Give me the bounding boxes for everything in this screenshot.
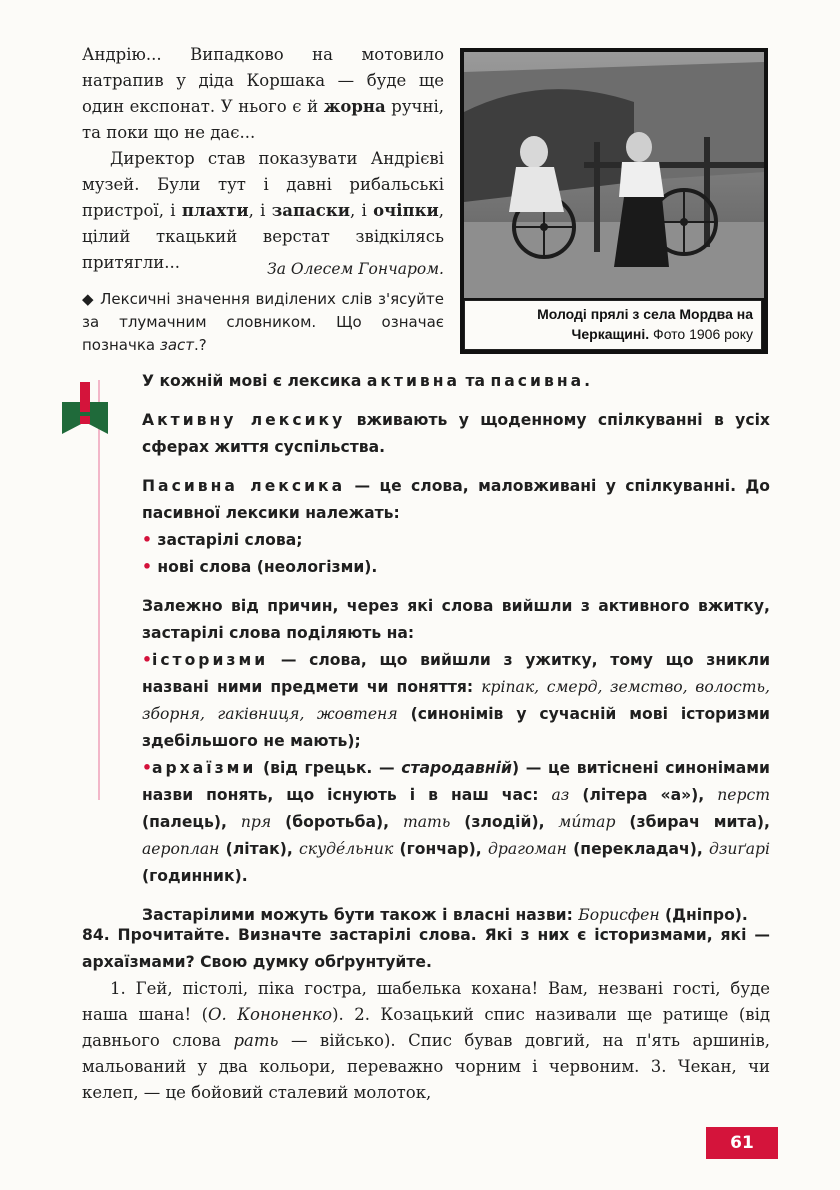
list-item: • застарілі слова; (142, 531, 303, 549)
exercise-text: 1. Гей, пістолі, піка гостра, шабелька кохана! Вам, незвані гості, буде наша шана! (О. Кононенко). 2. Козацький спис називали ще ратище (від давнього слова рать — військо). Спис бував довгий, на п'ять аршинів, мальований у два кольори, переважно чорним і червоним. 3. Чекан, чи келеп, — це бойовий сталевий молоток, (82, 979, 771, 1102)
story-author: За Олесем Гончаром. (267, 260, 444, 278)
task-note: ◆ Лексичні значення виділених слів з'ясуйте за тлумачним словником. Що означає позначка заст.? (82, 290, 444, 354)
theory-line-1: У кожній мові є лексика активна та пасивна. (142, 372, 591, 390)
theory-passive-definition: Пасивна лексика — це слова, маловживані у спілкуванні. До пасивної лексики належать: (142, 477, 770, 522)
photo-caption-box (464, 300, 762, 350)
theory-historisms: •історизми — слова, що вийшли з ужитку, тому що зникли названі ними предмети чи поняття: кріпак, смерд, земство, волость, зборня, гаківниця, жовтеня (синонімів у сучасній мові історизми здебільшого не мають); (142, 651, 770, 750)
story-paragraph-1: Андрію... Випадково на мотовило натрапив у діда Коршака — буде ще один експонат. У нього є й жорна ручні, та поки що не дає... (82, 45, 444, 142)
theory-block (142, 368, 770, 929)
story-paragraph-2: Директор став показувати Андрієві музей. Були тут і давні рибальські пристрої, і плахти, і запаски, і очіпки, цілий ткацький верстат звідкілясь притягли... (82, 149, 445, 272)
exclamation-icon (62, 378, 108, 438)
theory-division: Залежно від причин, через які слова вийшли з активного вжитку, застарілі слова поділяють на: (142, 597, 770, 642)
exercise-84 (82, 922, 770, 1106)
historic-photo (464, 52, 764, 298)
page-number: 61 (706, 1127, 778, 1159)
list-item: • нові слова (неологізми). (142, 558, 378, 576)
photo-frame (460, 48, 768, 354)
story-text (82, 42, 444, 276)
theory-proper-names: Застарілими можуть бути також і власні назви: Борисфен (Дніпро). (142, 906, 748, 924)
theory-active-definition: Активну лексику вживають у щоденному спілкуванні в усіх сферах життя суспільства. (142, 411, 770, 456)
photo-caption: Молоді прялі з села Мордва на Черкащині. Фото 1906 року (537, 306, 753, 342)
exercise-task: 84. Прочитайте. Визначте застарілі слова. Які з них є історизмами, які — архаїзмами? Свою думку обґрунтуйте. (82, 926, 770, 971)
rule-margin-line (98, 380, 100, 800)
spinning-wheels-photo-icon (464, 52, 764, 298)
theory-archaisms: •архаїзми (від грецьк. — стародавній) — це витіснені синонімами назви понять, що існують і в наш час: аз (літера «а»), перст (палець), пря (боротьба), тать (злодій), ми́тар (збирач мита), аероплан (літак), скуде́льник (гончар), драгоман (перекладач), дзиґарі (годинник). (142, 759, 771, 885)
